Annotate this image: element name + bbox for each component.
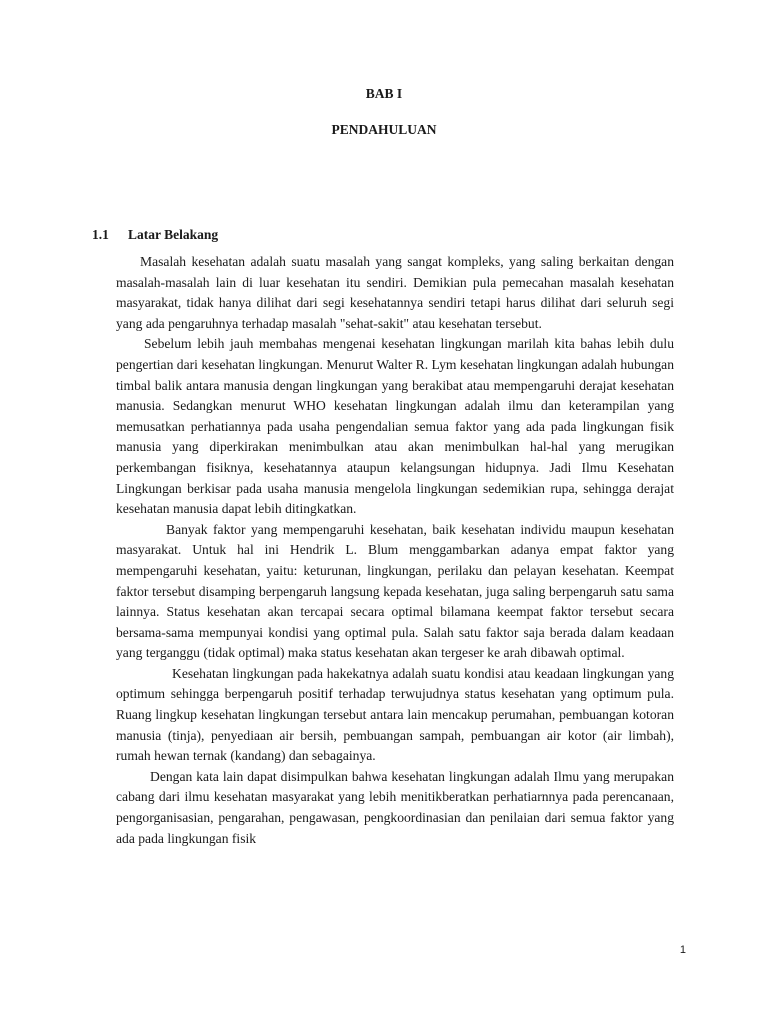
section-title: Latar Belakang — [128, 227, 219, 242]
section-number: 1.1 — [92, 227, 109, 242]
paragraph-3: Banyak faktor yang mempengaruhi kesehatan, baik kesehatan individu maupun kesehatan masyarakat. Untuk hal ini Hendrik L. Blum menggambarkan adanya empat faktor yang mempengaruhi kesehatan, yaitu: keturunan, lingkungan, perilaku dan pelayan kesehatan. Keempat faktor tersebut disamping berpengaruh langsung kepada kesehatan, juga saling berpengaruh satu sama lainnya. Status kesehatan akan tercapai secara optimal bilamana keempat faktor tersebut secara bersama-sama mempunyai kondisi yang optimal pula. Salah satu faktor saja berada dalam keadaan yang terganggu (tidak optimal) maka status kesehatan akan tergeser ke arah dibawah optimal. — [116, 521, 674, 661]
chapter-number: BAB I — [365, 86, 403, 101]
paragraph-5: Dengan kata lain dapat disimpulkan bahwa kesehatan lingkungan adalah Ilmu yang merupakan cabang dari ilmu kesehatan masyarakat yang lebih menitikberatkan perhatiarnnya pada perencanaan, pengorganisasian, pengarahan, pengawasan, pengkoordinasian dan penilaian dari semua faktor yang ada pada lingkungan fisik — [116, 768, 674, 846]
chapter-title: PENDAHULUAN — [331, 122, 437, 137]
document-body — [116, 252, 674, 849]
paragraph-2: Sebelum lebih jauh membahas mengenai kesehatan lingkungan marilah kita bahas lebih dulu pengertian dari kesehatan lingkungan. Menurut Walter R. Lym kesehatan lingkungan adalah hubungan timbal balik antara manusia dengan lingkungan yang berakibat atau mempengaruhi derajat kesehatan manusia. Sedangkan menurut WHO kesehatan lingkungan adalah ilmu dan keterampilan yang memusatkan perhatiannya pada usaha pengendalian semua faktor yang ada pada lingkungan fisik manusia yang diperkirakan menimbulkan atau akan menimbulkan hal-hal yang merugikan perkembangan fisiknya, kesehatannya ataupun kelangsungan hidupnya. Jadi Ilmu Kesehatan Lingkungan berkisar pada usaha manusia mengelola lingkungan sedemikian rupa, sehingga derajat kesehatan manusia dapat lebih ditingkatkan. — [116, 336, 674, 517]
page-number: 1 — [679, 944, 686, 956]
section-heading — [92, 227, 218, 243]
paragraph-4: Kesehatan lingkungan pada hakekatnya adalah suatu kondisi atau keadaan lingkungan yang optimum sehingga berpengaruh positif terhadap terwujudnya status kesehatan yang optimum pula. Ruang lingkup kesehatan lingkungan tersebut antara lain mencakup perumahan, pembuangan kotoran manusia (tinja), penyediaan air bersih, pembuangan sampah, pembuangan air kotor (air limbah), rumah hewan ternak (kandang) dan sebagainya. — [116, 665, 674, 764]
paragraph-1: Masalah kesehatan adalah suatu masalah yang sangat kompleks, yang saling berkaitan dengan masalah-masalah lain di luar kesehatan itu sendiri. Demikian pula pemecahan masalah kesehatan masyarakat, tidak hanya dilihat dari segi kesehatannya sendiri tetapi harus dilihat dari seluruh segi yang ada pengaruhnya terhadap masalah "sehat-sakit" atau kesehatan tersebut. — [116, 254, 674, 331]
